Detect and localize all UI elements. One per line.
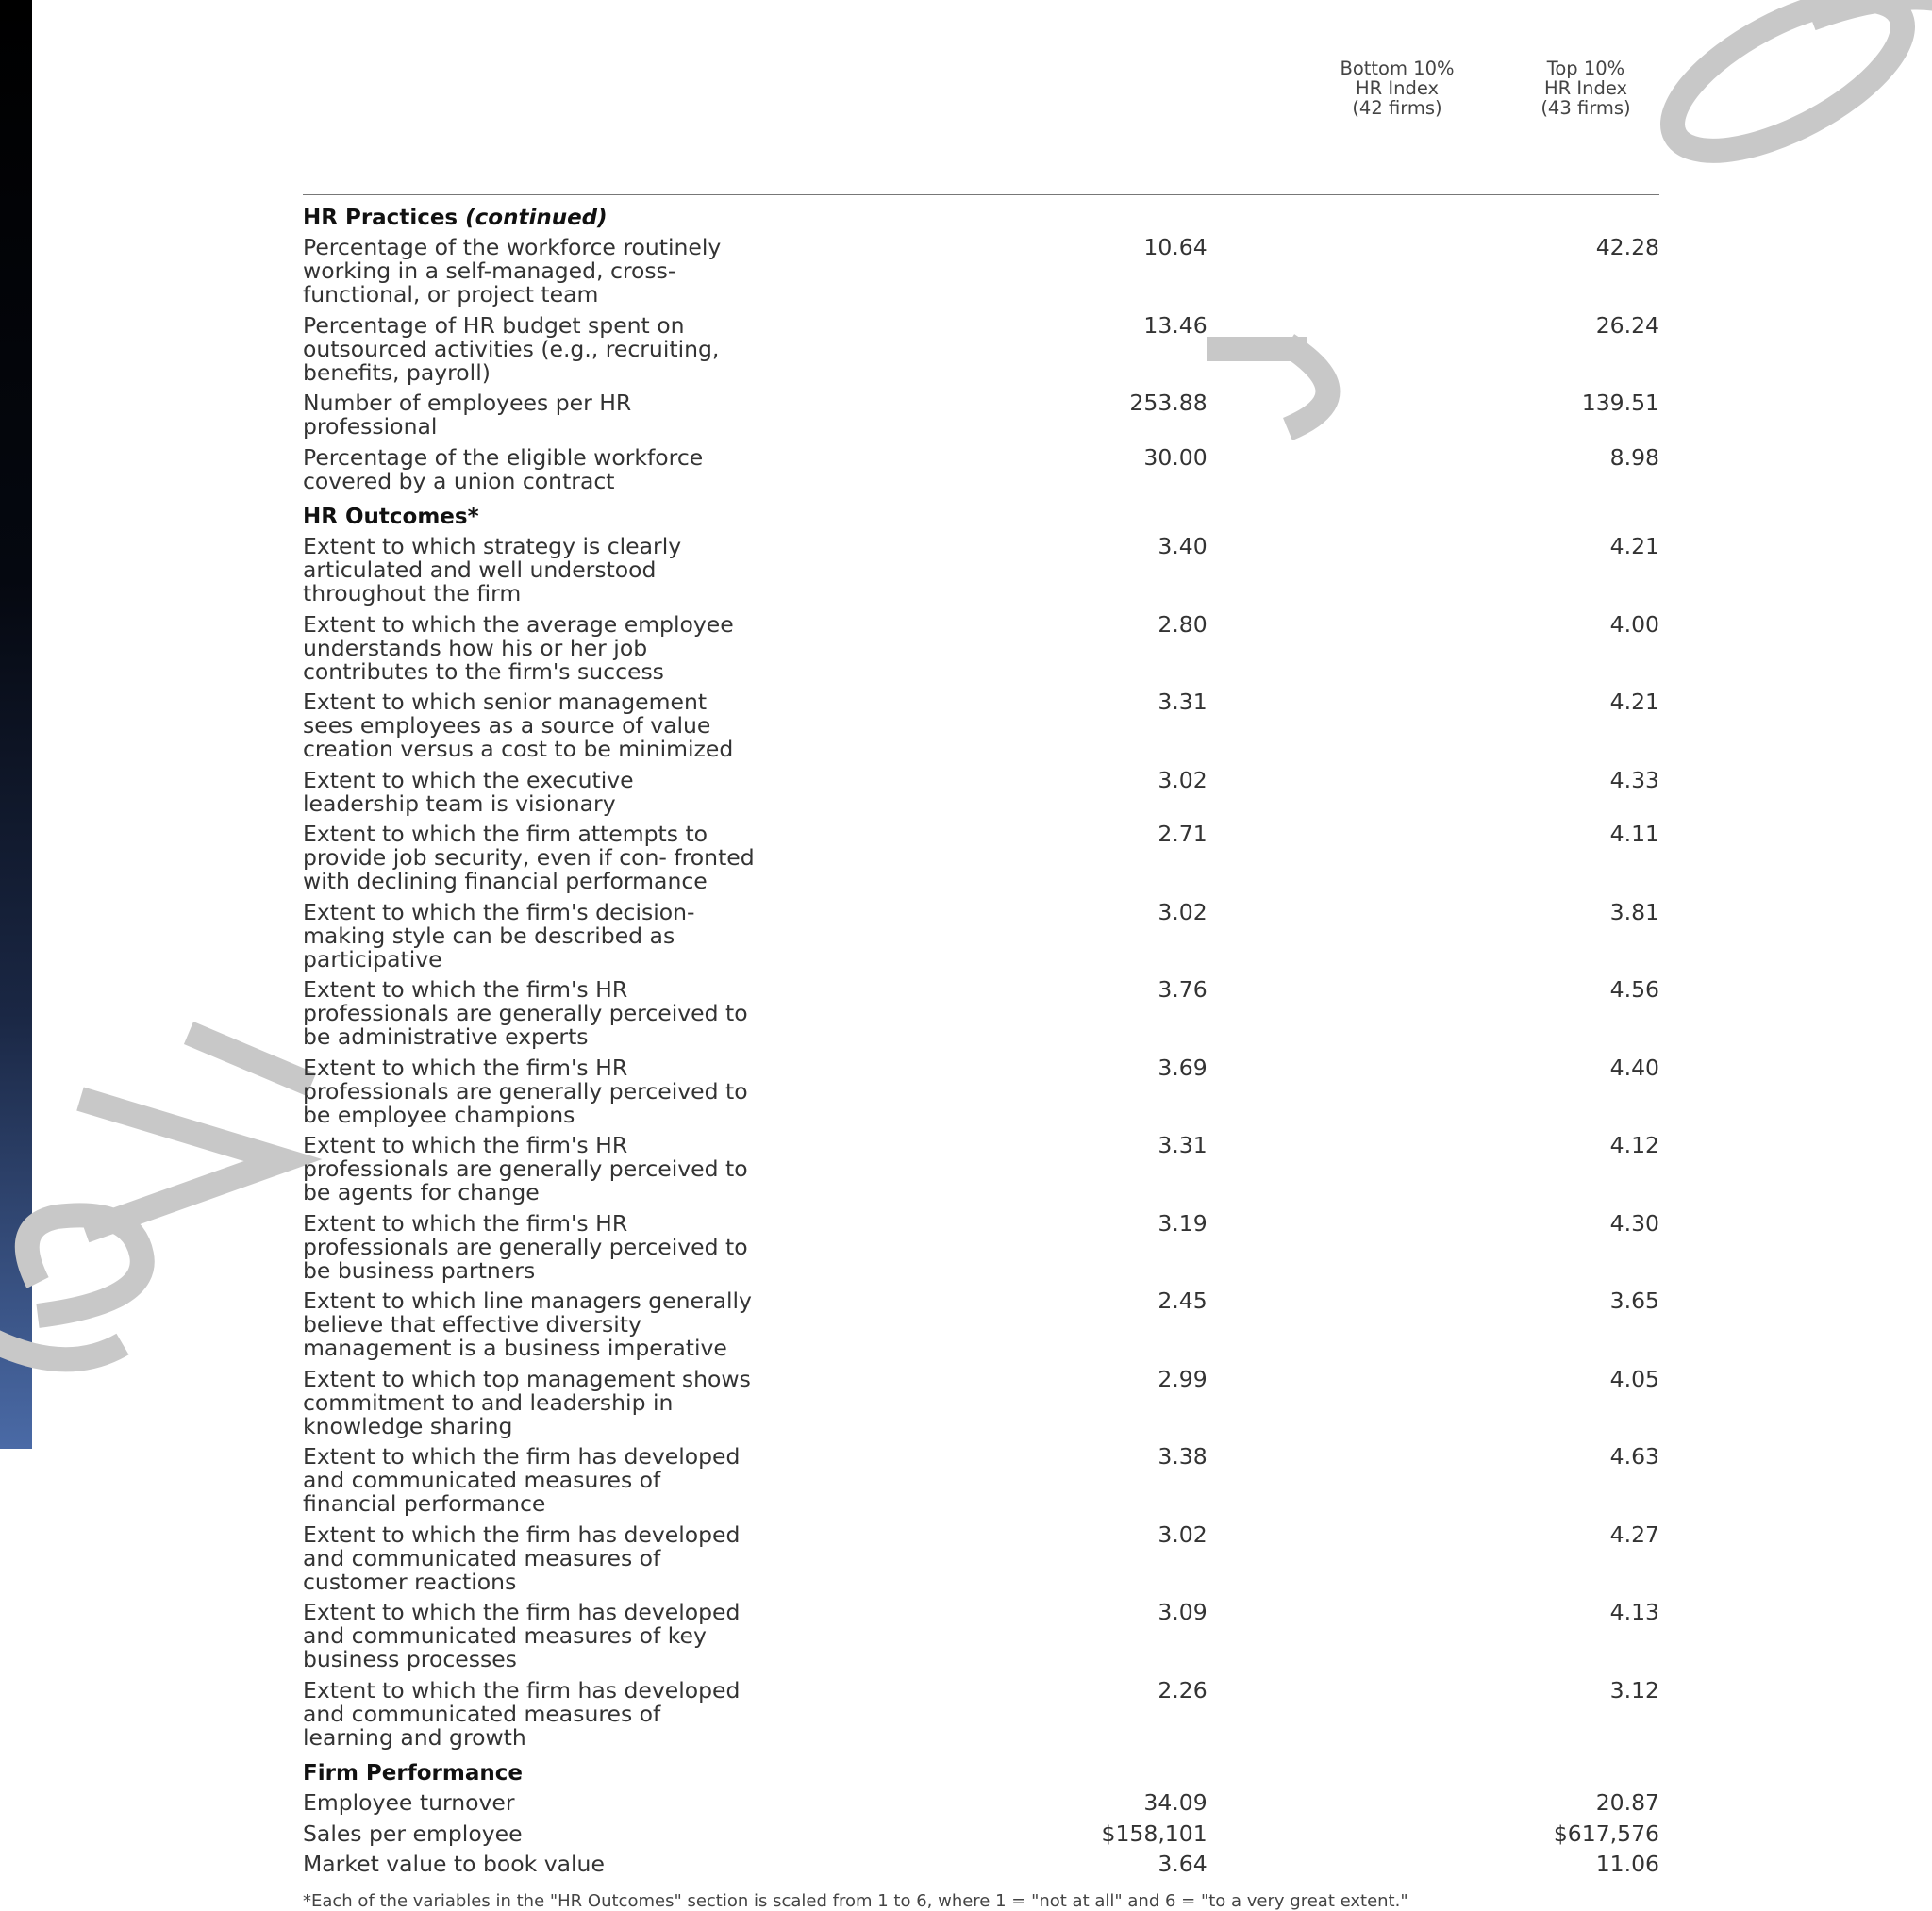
- table-row: [303, 901, 1659, 979]
- row-label: Extent to which the firm attempts to provide job security, even if con- fronted with declining financial performance: [303, 821, 755, 894]
- bottom-10-value: 34.09: [1143, 1789, 1208, 1816]
- table-row: [303, 535, 1659, 613]
- row-label: Extent to which senior management sees employees as a source of value creation versus a cost to be minimized: [303, 689, 734, 762]
- top-10-value: 4.21: [1609, 533, 1659, 559]
- top-10-value: 139.51: [1581, 390, 1659, 416]
- table-row: [303, 690, 1659, 769]
- top-10-value: 4.12: [1609, 1132, 1659, 1158]
- bottom-10-value: 10.64: [1143, 234, 1208, 260]
- top-10-value: 4.63: [1609, 1443, 1659, 1470]
- section-header-row: [303, 1756, 1659, 1791]
- top-10-value: 4.00: [1609, 610, 1659, 638]
- bottom-10-value: 3.19: [1158, 1209, 1208, 1237]
- bottom-10-value: 3.64: [1158, 1851, 1208, 1877]
- bottom-10-value: 30.00: [1143, 443, 1208, 471]
- bottom-10-value: 2.80: [1158, 610, 1208, 638]
- table-row: [303, 1822, 1659, 1853]
- top-10-value: 20.87: [1595, 1789, 1659, 1816]
- section-title-cell: [303, 500, 1659, 535]
- table-row: [303, 613, 1659, 691]
- section-header-row: [303, 500, 1659, 535]
- table-container: [303, 58, 1659, 1911]
- table-row: [303, 391, 1659, 446]
- column-header-line: HR Index: [1355, 77, 1440, 99]
- row-label: Percentage of HR budget spent on outsourced activities (e.g., recruiting, benefits, payroll): [303, 311, 720, 386]
- column-header-bottom: [1326, 58, 1468, 118]
- top-10-value: 8.98: [1609, 443, 1659, 471]
- row-label: Extent to which the firm's HR professionals are generally perceived to be business partners: [303, 1209, 748, 1284]
- table-row: [303, 1134, 1659, 1212]
- row-label: Extent to which the firm's HR professionals are generally perceived to be agents for change: [303, 1132, 748, 1205]
- table-row: [303, 1212, 1659, 1290]
- row-label: Extent to which the firm has developed and communicated measures of financial performance: [303, 1443, 741, 1517]
- table-row: [303, 1523, 1659, 1602]
- table-row: [303, 1791, 1659, 1822]
- top-10-value: 4.21: [1609, 689, 1659, 715]
- top-10-value: 4.56: [1609, 976, 1659, 1003]
- section-title-emphasis: (continued): [465, 206, 608, 230]
- row-label: Extent to which the firm's HR professionals are generally perceived to be administrative experts: [303, 976, 748, 1050]
- bottom-10-value: 3.76: [1158, 976, 1208, 1003]
- top-10-value: 3.65: [1609, 1288, 1659, 1314]
- top-10-value: 4.33: [1609, 766, 1659, 793]
- top-10-value: 42.28: [1595, 234, 1659, 260]
- bottom-10-value: 3.38: [1158, 1443, 1208, 1470]
- top-10-value: $617,576: [1553, 1820, 1659, 1847]
- top-10-value: 4.05: [1609, 1365, 1659, 1392]
- table-row: [303, 1056, 1659, 1135]
- row-label: Extent to which the firm has developed and communicated measures of key business processes: [303, 1599, 741, 1672]
- footnote: *Each of the variables in the "HR Outcomes" section is scaled from 1 to 6, where 1 = "not at all" and 6 = "to a very great extent.": [303, 1890, 1408, 1911]
- table-row: [303, 1853, 1659, 1884]
- top-10-value: 11.06: [1595, 1851, 1659, 1877]
- bottom-10-value: 3.02: [1158, 1520, 1208, 1548]
- table-row: [303, 769, 1659, 823]
- bottom-10-value: 13.46: [1143, 311, 1208, 339]
- bottom-10-value: 3.69: [1158, 1054, 1208, 1081]
- column-header-line: (42 firms): [1352, 97, 1442, 119]
- column-header-top: [1515, 58, 1657, 118]
- row-label: Percentage of the workforce routinely working in a self-managed, cross-functional, or project team: [303, 234, 722, 307]
- row-label: Extent to which the firm has developed and communicated measures of customer reactions: [303, 1520, 741, 1595]
- row-label: Employee turnover: [303, 1789, 515, 1816]
- column-header-line: HR Index: [1543, 77, 1628, 99]
- row-label: Extent to which top management shows commitment to and leadership in knowledge sharing: [303, 1365, 751, 1439]
- top-10-value: 4.11: [1609, 821, 1659, 847]
- table-row: [303, 236, 1659, 314]
- bottom-10-value: 3.02: [1158, 898, 1208, 925]
- bottom-10-value: 3.40: [1158, 533, 1208, 559]
- top-10-value: 4.30: [1609, 1209, 1659, 1237]
- section-header-row: [303, 201, 1659, 236]
- row-label: Extent to which the executive leadership team is visionary: [303, 766, 634, 817]
- table-row: [303, 1368, 1659, 1446]
- bottom-10-value: 3.31: [1158, 1132, 1208, 1158]
- header-rule: [303, 194, 1659, 195]
- column-header-line: Top 10%: [1546, 58, 1625, 79]
- table-row: [303, 978, 1659, 1056]
- row-label: Sales per employee: [303, 1820, 523, 1847]
- column-headers: [303, 58, 1659, 138]
- data-table: [303, 201, 1659, 1884]
- table-row: [303, 314, 1659, 392]
- section-title: Firm Performance: [303, 1761, 523, 1786]
- bottom-10-value: 2.45: [1158, 1288, 1208, 1314]
- row-label: Market value to book value: [303, 1851, 605, 1877]
- top-10-value: 4.13: [1609, 1599, 1659, 1625]
- table-row: [303, 1601, 1659, 1679]
- section-title: HR Outcomes*: [303, 505, 479, 529]
- bottom-10-value: 253.88: [1129, 390, 1208, 416]
- top-10-value: 4.27: [1609, 1520, 1659, 1548]
- column-header-line: (43 firms): [1541, 97, 1631, 119]
- row-label: Extent to which line managers generally believe that effective diversity management is a business imperative: [303, 1288, 752, 1361]
- row-label: Number of employees per HR professional: [303, 390, 632, 440]
- top-10-value: 26.24: [1595, 311, 1659, 339]
- top-10-value: 3.81: [1609, 898, 1659, 925]
- bottom-10-value: 3.02: [1158, 766, 1208, 793]
- bottom-10-value: 3.31: [1158, 689, 1208, 715]
- column-header-line: Bottom 10%: [1340, 58, 1455, 79]
- bottom-10-value: 2.99: [1158, 1365, 1208, 1392]
- row-label: Extent to which the average employee understands how his or her job contributes to the firm's success: [303, 610, 734, 685]
- table-row: [303, 823, 1659, 901]
- table-row: [303, 1445, 1659, 1523]
- table-row: [303, 1289, 1659, 1368]
- row-label: Extent to which the firm's decision-making style can be described as participative: [303, 898, 695, 972]
- bottom-10-value: 3.09: [1158, 1599, 1208, 1625]
- section-title-cell: [303, 1756, 1659, 1791]
- row-label: Extent to which strategy is clearly articulated and well understood throughout the firm: [303, 533, 682, 607]
- bottom-10-value: $158,101: [1101, 1820, 1208, 1847]
- row-label: Extent to which the firm has developed and communicated measures of learning and growth: [303, 1676, 741, 1751]
- top-10-value: 4.40: [1609, 1054, 1659, 1081]
- row-label: Percentage of the eligible workforce covered by a union contract: [303, 443, 704, 494]
- table-row: [303, 1679, 1659, 1757]
- row-label: Extent to which the firm's HR professionals are generally perceived to be employee champions: [303, 1054, 748, 1128]
- table-row: [303, 446, 1659, 501]
- section-title: HR Practices: [303, 206, 458, 230]
- bottom-10-value: 2.26: [1158, 1676, 1208, 1703]
- top-10-value: 3.12: [1609, 1676, 1659, 1703]
- left-edge-bar: [0, 0, 32, 1449]
- section-title-cell: [303, 201, 1659, 236]
- bottom-10-value: 2.71: [1158, 821, 1208, 847]
